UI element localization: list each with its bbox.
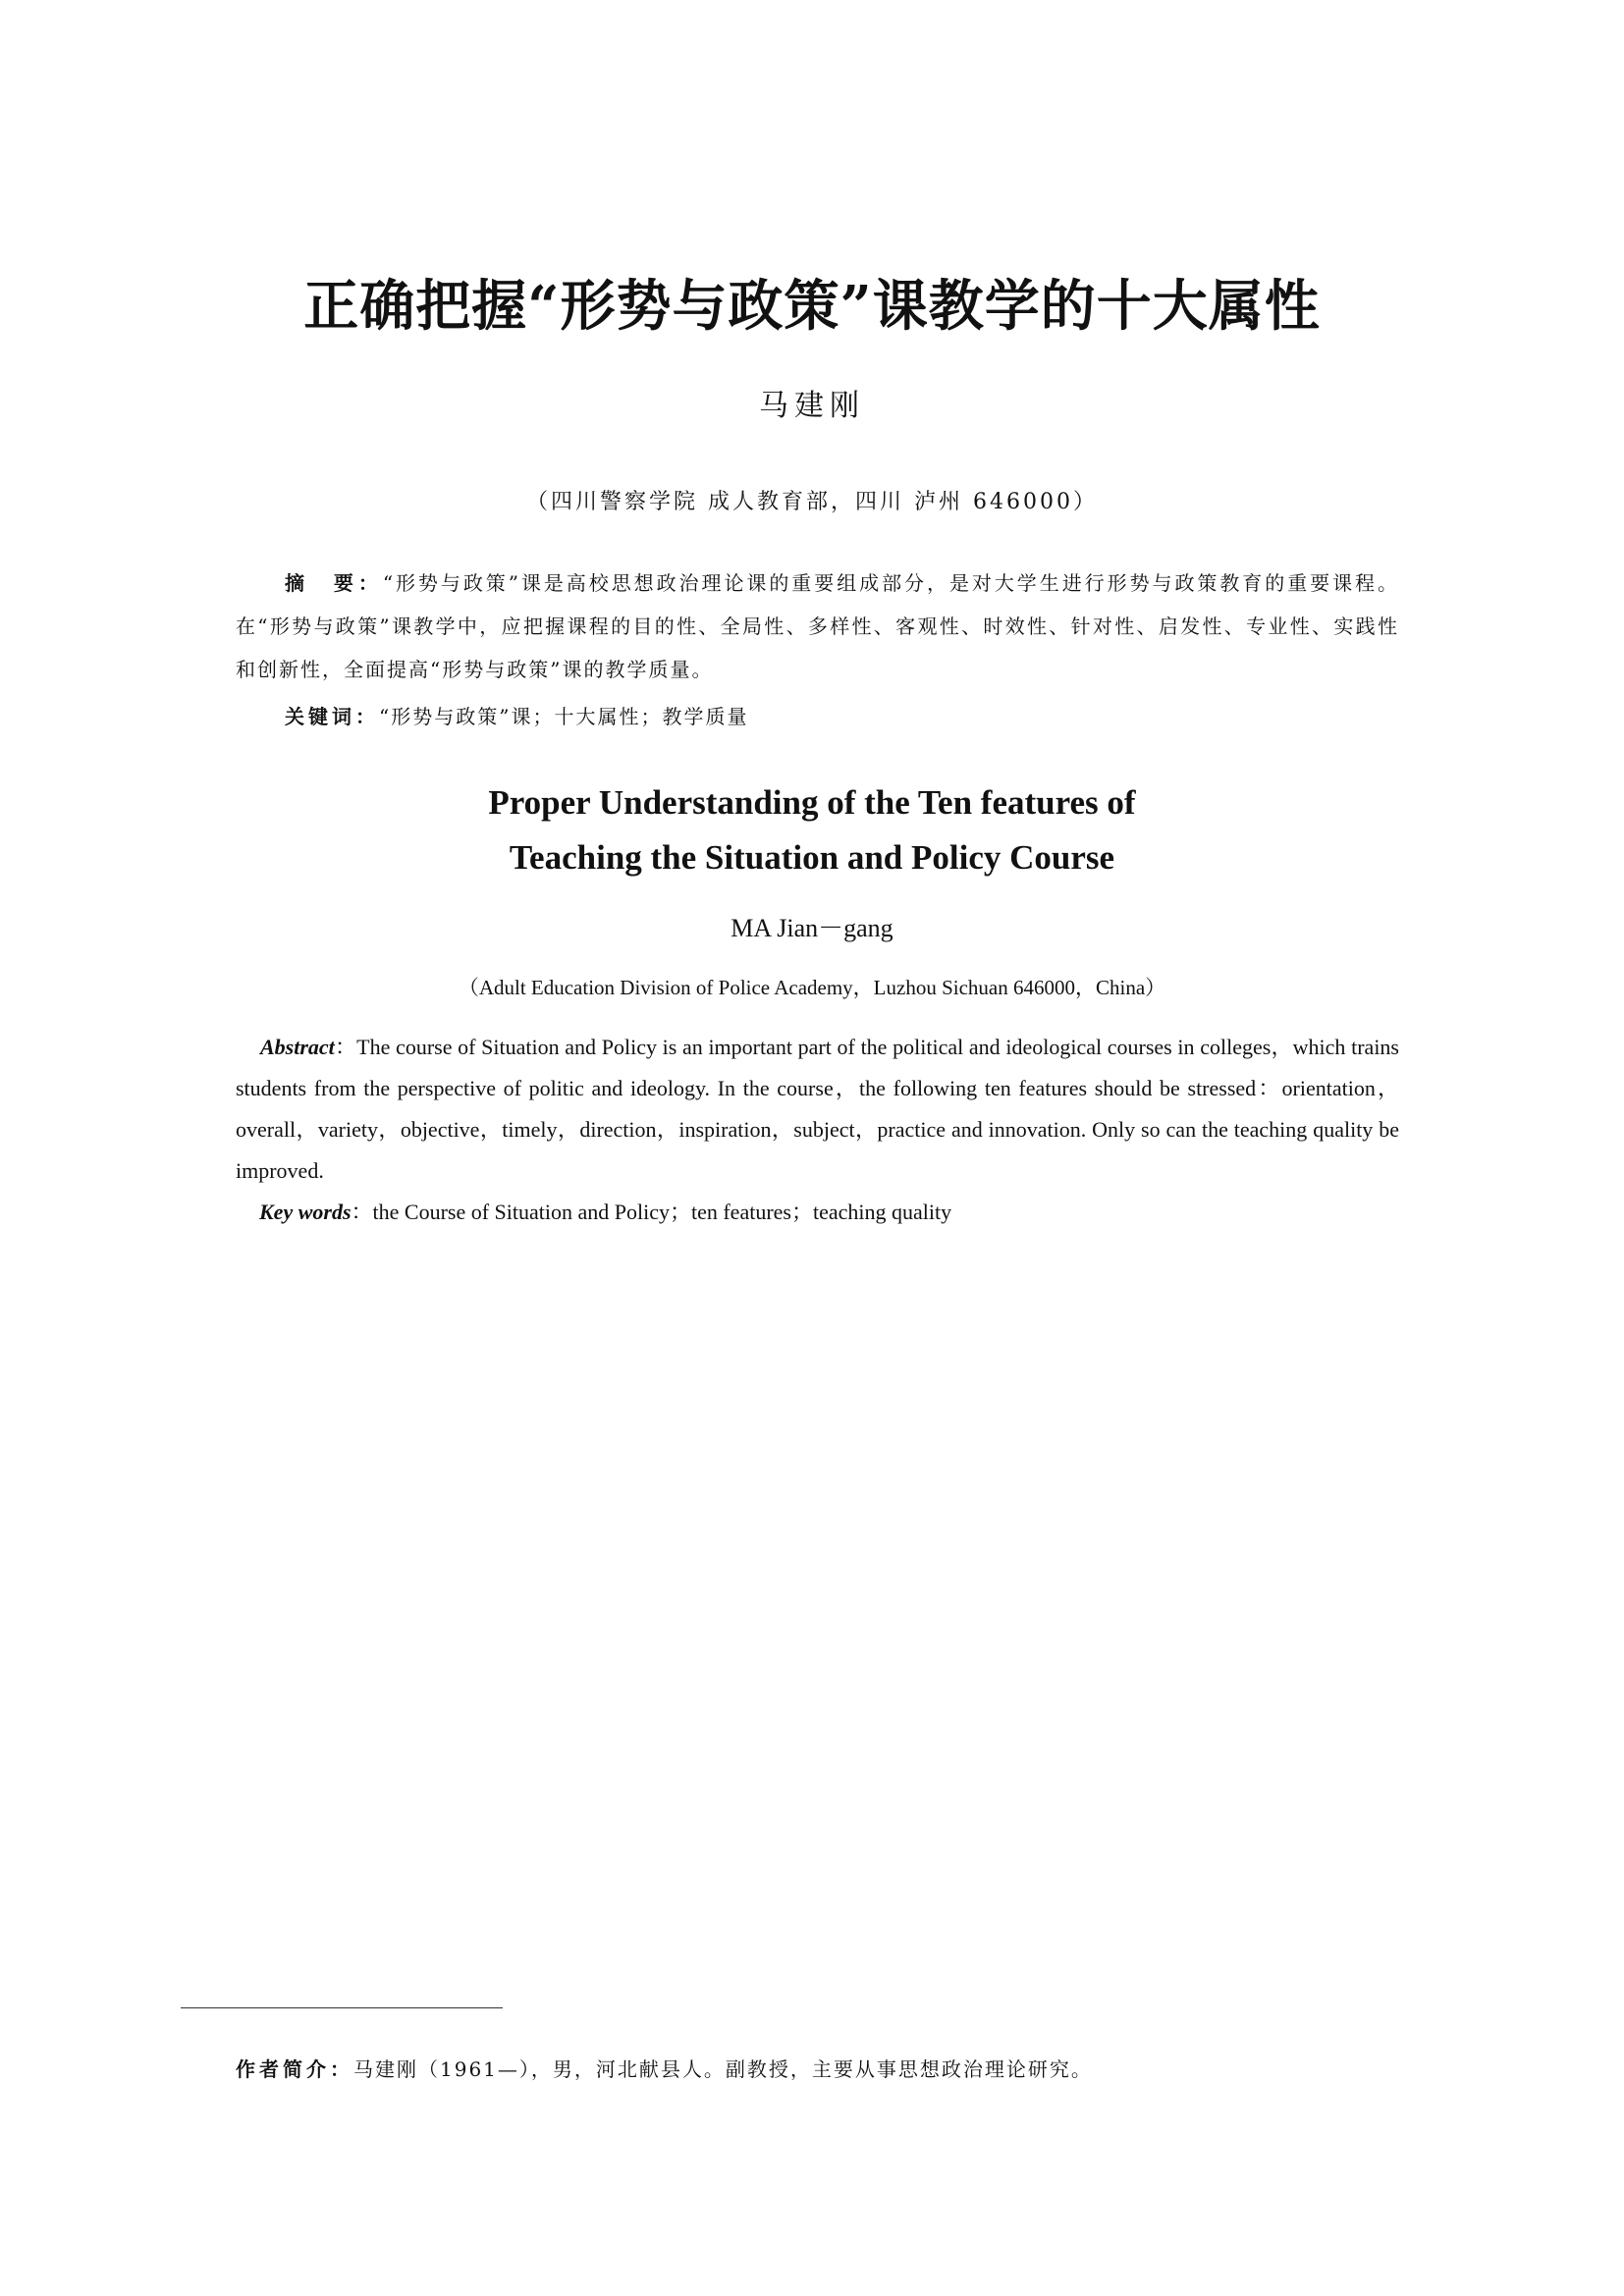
chinese-keywords-text: “形势与政策”课；十大属性；教学质量 [379, 705, 749, 728]
english-keywords [259, 1192, 1398, 1233]
chinese-author: 马建刚 [759, 389, 865, 423]
chinese-title: 正确把握“形势与政策”课教学的十大属性 [303, 274, 1321, 339]
footnote-divider [181, 2007, 503, 2008]
english-title-line-2: Teaching the Situation and Policy Course [509, 838, 1115, 877]
english-title-line-1: Proper Understanding of the Ten features of [488, 783, 1136, 822]
chinese-abstract-label: 摘 要： [285, 571, 383, 595]
footnote-text: 马建刚（1961—），男，河北献县人。副教授，主要从事思想政治理论研究。 [353, 2057, 1093, 2081]
english-keywords-text: the Course of Situation and Policy；ten features；teaching quality [372, 1200, 952, 1224]
chinese-abstract [236, 561, 1399, 691]
chinese-affiliation: （四川警察学院 成人教育部，四川 泸州 646000） [526, 490, 1098, 514]
chinese-keywords [285, 695, 1399, 738]
chinese-keywords-label: 关键词： [285, 705, 379, 728]
english-abstract [236, 1027, 1399, 1192]
english-keywords-label: Key words [259, 1200, 352, 1224]
footnote-label: 作者简介： [236, 2057, 353, 2081]
english-keywords-separator: ： [351, 1200, 373, 1224]
english-abstract-text: The course of Situation and Policy is an important part of the political and ideological courses in colleges，which trains students from the perspective of politic and ideology. In the course，the following ten features should be stressed：orientation，overall，variety，objective，timely，direction，inspiration，subject，practice and innovation. Only so can the teaching quality be improved. [236, 1035, 1399, 1183]
english-abstract-separator: ： [334, 1035, 357, 1059]
english-abstract-label: Abstract [260, 1035, 335, 1059]
english-author: MA Jian－gang [731, 914, 893, 942]
english-affiliation: （Adult Education Division of Police Academy，Luzhou Sichuan 646000，China） [458, 976, 1166, 999]
author-footnote [236, 2054, 1399, 2082]
english-title [0, 775, 1624, 885]
chinese-abstract-text: “形势与政策”课是高校思想政治理论课的重要组成部分，是对大学生进行形势与政策教育的重要课程。在“形势与政策”课教学中，应把握课程的目的性、全局性、多样性、客观性、时效性、针对性、启发性、专业性、实践性和创新性，全面提高“形势与政策”课的教学质量。 [236, 571, 1400, 681]
